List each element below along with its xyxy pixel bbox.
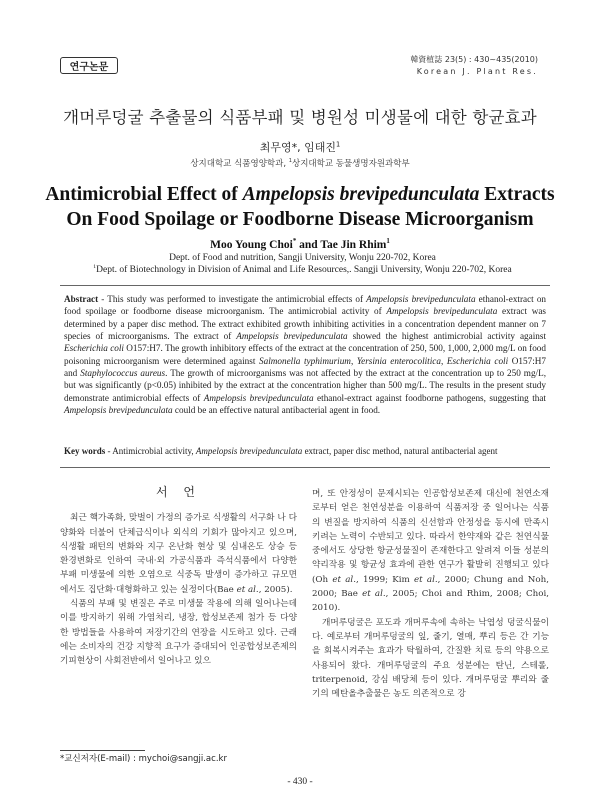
footnote-rule — [60, 750, 145, 751]
abstract-top-rule — [60, 285, 550, 286]
body-paragraph: 개머루덩굴은 포도과 개머루속에 속하는 낙엽성 덩굴식물이다. 예로부터 개머루덩굴의 잎, 줄기, 열매, 뿌리 등은 간 기능을 회복시켜주는 효과가 탁월하여, 간질환 치료 등의 약용으로 사용되어 왔다. 개머루덩굴의 주요 성분에는 탄닌, 스테롤, triterpenoid, 강심 배당체 등이 있다. 개머루덩굴 뿌리와 줄기의 메탄올추출물은 농도 의존적으로 강 — [312, 617, 549, 700]
abstract-text: . The growth of microorganisms was not affected by the extract at the concentration up to 250 mg/L, but was significantly (p<0.05) inhibited by the extract at the concentration higher than 500 mg/L. The results in the present study demonstrate antimicrobial effects of — [64, 368, 547, 403]
abstract-text: could be an effective natural antibacterial agent in food. — [172, 405, 381, 416]
body-column-left — [60, 485, 297, 669]
abstract-text: ethanol-extract against foodborne pathogens, suggesting that — [313, 392, 546, 403]
abstract-text: showed the highest antimicrobial activity against — [347, 331, 546, 342]
citation-etal: et al. — [236, 584, 259, 595]
korean-affiliation-1: 상지대학교 식품영양학과, — [190, 159, 289, 169]
body-text: , 2005; Choi and Rhim, 2008; Choi, 2010). — [312, 589, 549, 614]
english-title — [40, 182, 560, 232]
page-number: - 430 - — [287, 777, 313, 787]
abstract-text: O157:H7 and — [64, 355, 546, 379]
citation-etal: et al. — [362, 589, 386, 600]
journal-volume: 韓資植誌 23(5) : 430~435(2010) — [410, 55, 538, 64]
section-heading-introduction: 서 언 — [156, 485, 201, 499]
english-title-part-b: Extracts On Food Spoilage or Foodborne Disease Microorganism — [66, 184, 555, 230]
corresponding-star: * — [292, 238, 297, 246]
article-type-badge: 연구논문 — [60, 57, 118, 74]
english-title-part-a: Antimicrobial Effect of — [45, 184, 243, 205]
abstract-text: , — [350, 355, 357, 366]
abstract-species: Salmonella typhimurium — [259, 355, 351, 366]
footnote-email: mychoi@sangji.ac.kr — [138, 754, 227, 764]
abstract-bottom-rule — [60, 467, 550, 468]
english-title-species: Ampelopsis brevipedunculata — [242, 184, 480, 205]
body-paragraph: 식품의 부패 및 변질은 주로 미생물 작용에 의해 일어나는데 이를 방지하기 위해 가염처리, 냉장, 합성보존제 첨가 등 다양한 방법들을 사용하여 저장기간의 연장을 시도하고 있다. 근래에는 소비자의 건강 지향적 요구가 증대되어 인공합성보존제의 기피현상이 사회전반에서 일어나고 있으 — [60, 599, 297, 667]
abstract-species: Escherichia coli — [64, 343, 124, 354]
body-column-right — [312, 487, 549, 701]
journal-name: Korean J. Plant Res. — [416, 67, 538, 76]
abstract-species: Ampelopsis brevipedunculata — [64, 405, 173, 416]
keywords — [64, 446, 546, 456]
journal-citation — [410, 54, 538, 78]
korean-title: 개머루덩굴 추출물의 식품부패 및 병원성 미생물에 대한 항균효과 — [63, 108, 537, 127]
body-paragraph — [60, 511, 297, 597]
korean-affiliation — [0, 157, 600, 169]
body-text: , 2005). — [258, 584, 293, 595]
korean-affiliation-2: 상지대학교 동물생명자원과학부 — [292, 159, 410, 169]
abstract-species: Ampelopsis brevipedunculata — [236, 331, 348, 342]
abstract-text: ethanol-extract on food spoilage or foodborne disease microorganism. The antimicrobial activity of — [64, 294, 547, 317]
corresponding-author-footnote — [60, 752, 227, 764]
english-author-sup: 1 — [386, 238, 390, 246]
abstract-label: Abstract — [64, 294, 99, 304]
abstract-species: Ampelopsis brevipedunculata — [366, 294, 476, 304]
english-affiliation-2: Dept. of Biotechnology in Division of Animal and Life Resources,. Sangji University, Wonju 220-702, Korea — [96, 264, 512, 275]
keywords-species: Ampelopsis brevipedunculata — [195, 446, 303, 456]
korean-authors — [0, 139, 600, 155]
footnote-label: *교신저자(E-mail) : — [60, 754, 139, 764]
english-affiliation-2-line — [60, 265, 545, 277]
abstract — [64, 293, 546, 416]
abstract-species: Escherichia coli — [446, 355, 509, 366]
english-affiliation-1: Dept. of Food and nutrition, Sangji University, Wonju 220-702, Korea — [169, 253, 436, 263]
english-authors — [0, 239, 600, 251]
english-author-1: Moo Young Choi — [210, 239, 293, 251]
korean-affiliation-sup: 1 — [288, 158, 292, 165]
abstract-species: Staphylococcus aureus — [80, 368, 166, 379]
korean-author-sup: 1 — [336, 140, 341, 149]
abstract-text: extract was determined by a paper disc method. The extract exhibited growth inhibiting activities in a concentration dependent manner on 7 species of microorganisms. The extract of — [64, 306, 546, 342]
abstract-text: O157:H7. The growth inhibitory effects of the extract at the concentration of 250, 500, 1,000, 2,000 mg/L on food poisoning microorganism were determined against — [64, 343, 546, 366]
korean-author-names: 최무영*, 임태진 — [259, 141, 337, 154]
body-text: 최근 핵가족화, 맞벌이 가정의 증가로 식생활의 서구화 나 다양화와 더불어 단체급식이나 외식의 기회가 많아지고 있으며, 식생활 패턴의 변화와 지구 온난화 현상 및 심내온도 상승 등 환경변화로 인하여 국내·외 가공식품과 즉석식품에서 다양한 부패 미생물에 의한 오염으로 식중독 발생이 증가하고 규모면에서도 집단화·대형화하고 있는 실정이다(Bae — [60, 513, 297, 595]
body-text: , 1999; Kim — [355, 574, 415, 585]
body-text: , 2000; Chung and Noh, 2000; Bae — [312, 574, 549, 600]
english-affiliation-2-sup: 1 — [93, 263, 97, 270]
body-text: 며, 또 안정성이 문제시되는 인공합성보존제 대신에 천연소재로부터 얻은 천연성분을 이용하여 식품저장 중 일어나는 식품의 변질을 방지하여 식품의 신선함과 안정성을 동시에 만족시키려는 노력이 수반되고 있다. 따라서 한약재와 같은 천연식물 중에서도 상당한 항균성물질이 존재한다고 알려져 이들 성분의 약리작용 및 항균성 효과에 관한 연구가 활발히 진행되고 있다(Oh — [312, 489, 549, 585]
body-paragraph — [312, 487, 549, 616]
abstract-species: Ampelopsis brevipedunculata — [203, 392, 314, 403]
abstract-text: , — [440, 355, 447, 366]
abstract-species: Yersinia enterocolitica — [356, 355, 441, 366]
abstract-text: - This study was performed to investigate the antimicrobial effects of — [98, 294, 367, 304]
english-author-2: and Tae Jin Rhim — [296, 239, 387, 251]
citation-etal: et al. — [332, 574, 356, 585]
keywords-text: extract, paper disc method, natural antibacterial agent — [302, 446, 498, 456]
keywords-text: - Antimicrobial activity, — [105, 446, 196, 456]
citation-etal: et al. — [414, 574, 438, 585]
keywords-label: Key words — [64, 446, 106, 456]
english-affiliations — [60, 253, 545, 276]
abstract-species: Ampelopsis brevipedunculata — [386, 306, 498, 317]
